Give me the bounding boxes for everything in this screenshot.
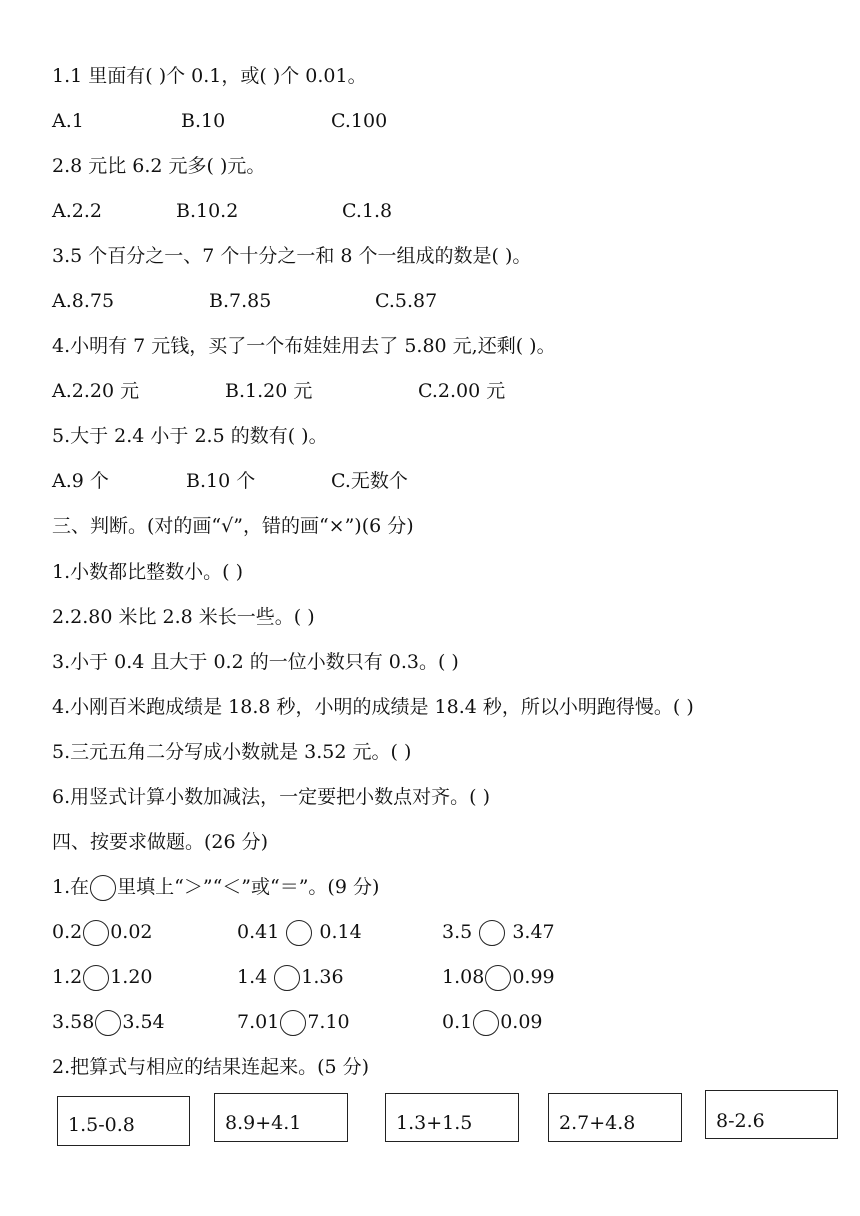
compare-cell (52, 920, 153, 946)
compare-circle[interactable] (83, 920, 109, 946)
compare-right: 0.02 (110, 921, 153, 943)
compare-left: 0.2 (52, 921, 83, 943)
compare-right: 3.47 (512, 921, 555, 943)
compare-circle[interactable] (95, 1010, 121, 1036)
compare-left: 3.5 (442, 921, 473, 943)
option-a: A.9 个 (52, 470, 109, 492)
judge-item: 5.三元五角二分写成小数就是 3.52 元。( ) (52, 741, 412, 763)
compare-right: 7.10 (307, 1011, 350, 1033)
compare-left: 0.1 (442, 1011, 473, 1033)
option-b: B.10.2 (176, 200, 239, 222)
option-a: A.1 (52, 110, 84, 132)
expression-text: 8-2.6 (716, 1110, 765, 1132)
expression-text: 2.7+4.8 (559, 1112, 636, 1134)
option-b: B.7.85 (209, 290, 272, 312)
question-1: 1.1 里面有( )个 0.1，或( )个 0.01。 (52, 65, 367, 87)
compare-cell (442, 920, 555, 946)
option-a: A.2.20 元 (52, 380, 140, 402)
compare-cell (52, 1010, 165, 1036)
section-title-judge: 三、判断。(对的画“√”，错的画“×”)(6 分) (52, 515, 414, 537)
compare-left: 1.08 (442, 966, 485, 988)
expression-box[interactable] (705, 1090, 838, 1139)
compare-circle[interactable] (274, 965, 300, 991)
judge-item: 6.用竖式计算小数加减法，一定要把小数点对齐。( ) (52, 786, 490, 808)
compare-right: 0.99 (512, 966, 555, 988)
compare-circle[interactable] (83, 965, 109, 991)
question-3: 3.5 个百分之一、7 个十分之一和 8 个一组成的数是( )。 (52, 245, 532, 267)
compare-left: 7.01 (237, 1011, 280, 1033)
compare-circle[interactable] (280, 1010, 306, 1036)
expression-box[interactable] (385, 1093, 519, 1142)
compare-cell (442, 1010, 543, 1036)
expression-text: 1.5-0.8 (68, 1114, 135, 1136)
compare-left: 1.4 (237, 966, 268, 988)
expression-text: 1.3+1.5 (396, 1112, 473, 1134)
compare-left: 3.58 (52, 1011, 95, 1033)
compare-circle[interactable] (485, 965, 511, 991)
q41-before: 1.在 (52, 876, 90, 898)
option-a: A.2.2 (52, 200, 102, 222)
compare-right: 3.54 (122, 1011, 165, 1033)
question-4-1 (52, 875, 379, 901)
circle-icon (90, 875, 116, 901)
q41-after: 里填上“＞”“＜”或“＝”。(9 分) (117, 876, 380, 898)
question-5: 5.大于 2.4 小于 2.5 的数有( )。 (52, 425, 328, 447)
compare-right: 0.14 (319, 921, 362, 943)
section-title-4: 四、按要求做题。(26 分) (52, 831, 269, 853)
compare-left: 1.2 (52, 966, 83, 988)
option-c: C.无数个 (331, 470, 408, 492)
expression-box[interactable] (214, 1093, 348, 1142)
judge-item: 4.小刚百米跑成绩是 18.8 秒，小明的成绩是 18.4 秒，所以小明跑得慢。( ) (52, 696, 694, 718)
compare-cell (52, 965, 153, 991)
compare-right: 1.20 (110, 966, 153, 988)
option-c: C.5.87 (375, 290, 438, 312)
option-c: C.1.8 (342, 200, 393, 222)
question-4: 4.小明有 7 元钱，买了一个布娃娃用去了 5.80 元,还剩( )。 (52, 335, 556, 357)
expression-box[interactable] (57, 1096, 190, 1146)
compare-cell (237, 965, 344, 991)
compare-cell (237, 920, 362, 946)
compare-cell (237, 1010, 350, 1036)
compare-cell (442, 965, 555, 991)
compare-circle[interactable] (286, 920, 312, 946)
compare-right: 1.36 (301, 966, 344, 988)
compare-left: 0.41 (237, 921, 280, 943)
compare-circle[interactable] (473, 1010, 499, 1036)
expression-box[interactable] (548, 1093, 682, 1142)
option-a: A.8.75 (52, 290, 115, 312)
question-2: 2.8 元比 6.2 元多( )元。 (52, 155, 266, 177)
compare-circle[interactable] (479, 920, 505, 946)
option-b: B.10 (181, 110, 226, 132)
judge-item: 1.小数都比整数小。( ) (52, 561, 243, 583)
question-4-2: 2.把算式与相应的结果连起来。(5 分) (52, 1056, 370, 1078)
option-b: B.1.20 元 (225, 380, 313, 402)
compare-right: 0.09 (500, 1011, 543, 1033)
option-b: B.10 个 (186, 470, 256, 492)
judge-item: 3.小于 0.4 且大于 0.2 的一位小数只有 0.3。( ) (52, 651, 459, 673)
judge-item: 2.2.80 米比 2.8 米长一些。( ) (52, 606, 315, 628)
option-c: C.2.00 元 (418, 380, 506, 402)
option-c: C.100 (331, 110, 388, 132)
expression-text: 8.9+4.1 (225, 1112, 302, 1134)
